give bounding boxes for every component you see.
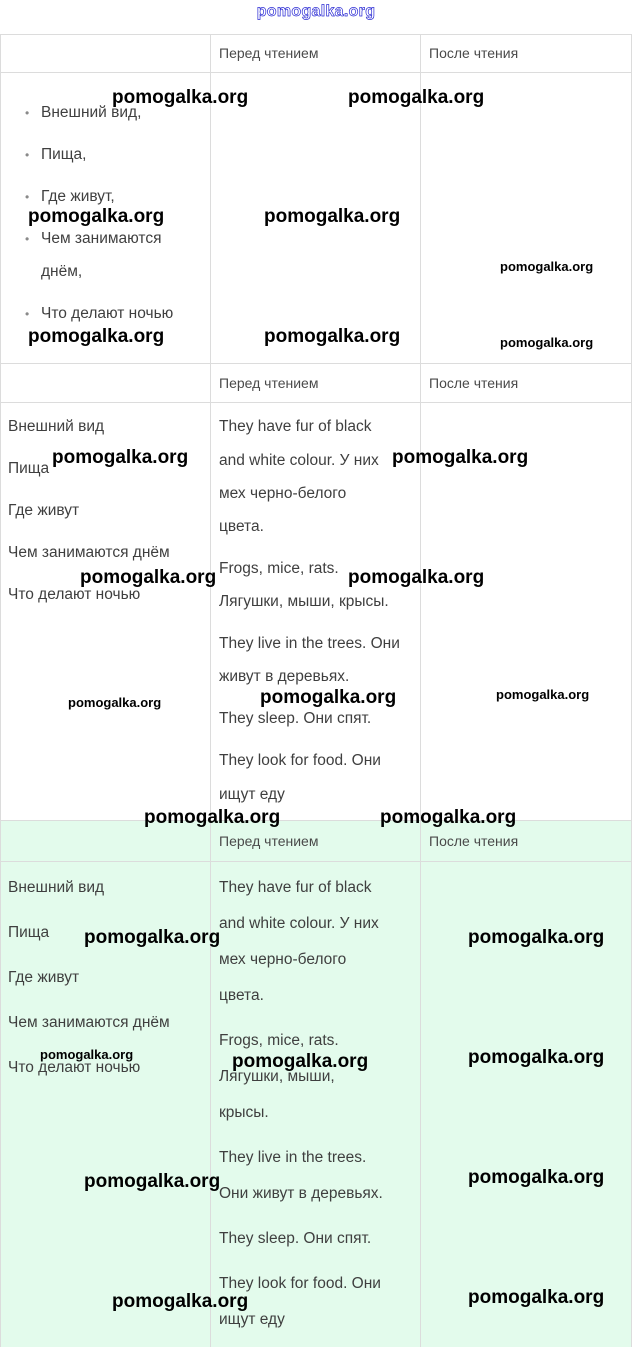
watermark-text: pomogalka.org xyxy=(500,259,594,274)
table-2-header-before: Перед чтением xyxy=(219,375,319,391)
table-1-col-divider-1 xyxy=(210,34,211,364)
table-3-topic: Пища xyxy=(8,924,50,941)
table-1-item: • Где живут, xyxy=(41,186,115,208)
watermark-text: pomogalka.org xyxy=(500,335,594,350)
table-3-col-divider-1 xyxy=(210,820,211,1347)
watermark-text: pomogalka.org xyxy=(468,1047,605,1068)
watermark-text: pomogalka.org xyxy=(380,807,517,828)
table-3-before-line: They look for food. Они xyxy=(219,1275,381,1292)
watermark-text: pomogalka.org xyxy=(28,326,165,347)
watermark-text: pomogalka.org xyxy=(348,567,485,588)
table-3-left-border xyxy=(0,820,1,1347)
table-2-header-border xyxy=(0,402,632,403)
table-3-header-after: После чтения xyxy=(429,833,519,849)
table-1-item: • Что делают ночью xyxy=(41,303,173,325)
table-1-header-after: После чтения xyxy=(429,45,519,61)
table-2-before-line: They look for food. Они xyxy=(219,752,381,769)
watermark-text: pomogalka.org xyxy=(112,87,249,108)
table-2-col-divider-2 xyxy=(420,363,421,820)
watermark-text: pomogalka.org xyxy=(84,1171,221,1192)
watermark-text: pomogalka.org xyxy=(468,1167,605,1188)
watermark-text: pomogalka.org xyxy=(28,206,165,227)
table-1-left-border xyxy=(0,34,1,364)
table-2-before-line: They sleep. Они спят. xyxy=(219,710,372,727)
table-1-col-divider-2 xyxy=(420,34,421,364)
table-3-topic: Что делают ночью xyxy=(8,1059,141,1076)
watermark-text: pomogalka.org xyxy=(392,447,529,468)
table-3 xyxy=(0,820,632,1347)
table-1-bottom-border xyxy=(0,363,632,364)
table-1-item: • Внешний вид, xyxy=(41,102,141,124)
table-2-before-line: They live in the trees. Они xyxy=(219,635,400,652)
table-1-item: • Чем занимаются xyxy=(41,228,162,250)
table-1-item-continuation: днём, xyxy=(41,263,83,280)
watermark-text: pomogalka.org xyxy=(80,567,217,588)
table-3-topic: Где живут xyxy=(8,969,80,986)
table-3-before-line: крысы. xyxy=(219,1104,269,1121)
table-2-topic: Пища xyxy=(8,460,50,477)
table-2-topic: Чем занимаются днём xyxy=(8,544,170,561)
watermark-text: pomogalka.org xyxy=(84,927,221,948)
watermark-text: pomogalka.org xyxy=(264,206,401,227)
table-3-before-line: They sleep. Они спят. xyxy=(219,1230,372,1247)
table-3-topic: Чем занимаются днём xyxy=(8,1014,170,1031)
watermark-text: pomogalka.org xyxy=(264,326,401,347)
watermark-text: pomogalka.org xyxy=(40,1047,134,1062)
table-2-topic: Что делают ночью xyxy=(8,586,141,603)
table-2-left-border xyxy=(0,363,1,820)
table-3-before-line: and white colour. У них xyxy=(219,915,379,932)
table-3-col-divider-2 xyxy=(420,820,421,1347)
table-2-before-line: ищут еду xyxy=(219,786,285,803)
table-3-before-line: Frogs, mice, rats. xyxy=(219,1032,339,1049)
watermark-text: pomogalka.org xyxy=(348,87,485,108)
watermark-text: pomogalka.org xyxy=(68,695,162,710)
site-header[interactable] xyxy=(0,0,632,26)
table-1-top-border xyxy=(0,34,632,35)
table-3-before-line: ищут еду xyxy=(219,1311,285,1328)
table-3-header-border xyxy=(0,861,632,862)
table-2-before-line: мех черно-белого xyxy=(219,485,347,502)
table-2-col-divider-1 xyxy=(210,363,211,820)
table-3-before-line: Они живут в деревьях. xyxy=(219,1185,383,1202)
watermark-text: pomogalka.org xyxy=(468,1287,605,1308)
table-1-header-border xyxy=(0,72,632,73)
table-3-before-line: Лягушки, мыши, xyxy=(219,1068,335,1085)
watermark-text: pomogalka.org xyxy=(52,447,189,468)
table-3-before-line: цвета. xyxy=(219,987,264,1004)
table-3-before-line: They have fur of black xyxy=(219,879,372,896)
watermark-text: pomogalka.org xyxy=(144,807,281,828)
watermark-text: pomogalka.org xyxy=(232,1051,369,1072)
watermark-text: pomogalka.org xyxy=(496,687,590,702)
table-2-before-line: живут в деревьях. xyxy=(219,668,350,685)
table-3-top-border xyxy=(0,820,632,821)
watermark-text: pomogalka.org xyxy=(468,927,605,948)
table-2-before-line: and white colour. У них xyxy=(219,452,379,469)
table-1-header-before: Перед чтением xyxy=(219,45,319,61)
watermark-text: pomogalka.org xyxy=(260,687,397,708)
table-2-topic: Внешний вид xyxy=(8,418,105,435)
table-2-header-after: После чтения xyxy=(429,375,519,391)
table-2-before-line: Frogs, mice, rats. xyxy=(219,560,339,577)
table-2-before-line: цвета. xyxy=(219,518,264,535)
site-title[interactable]: pomogalka.org xyxy=(256,3,376,20)
watermark-text: pomogalka.org xyxy=(112,1291,249,1312)
table-1-item: • Пища, xyxy=(41,144,86,166)
table-3-before-line: мех черно-белого xyxy=(219,951,347,968)
table-3-topic: Внешний вид xyxy=(8,879,105,896)
table-2-topic: Где живут xyxy=(8,502,80,519)
table-3-before-line: They live in the trees. xyxy=(219,1149,367,1166)
table-2-before-line: Лягушки, мыши, крысы. xyxy=(219,593,389,610)
table-3-header-before: Перед чтением xyxy=(219,833,319,849)
table-2-before-line: They have fur of black xyxy=(219,418,372,435)
